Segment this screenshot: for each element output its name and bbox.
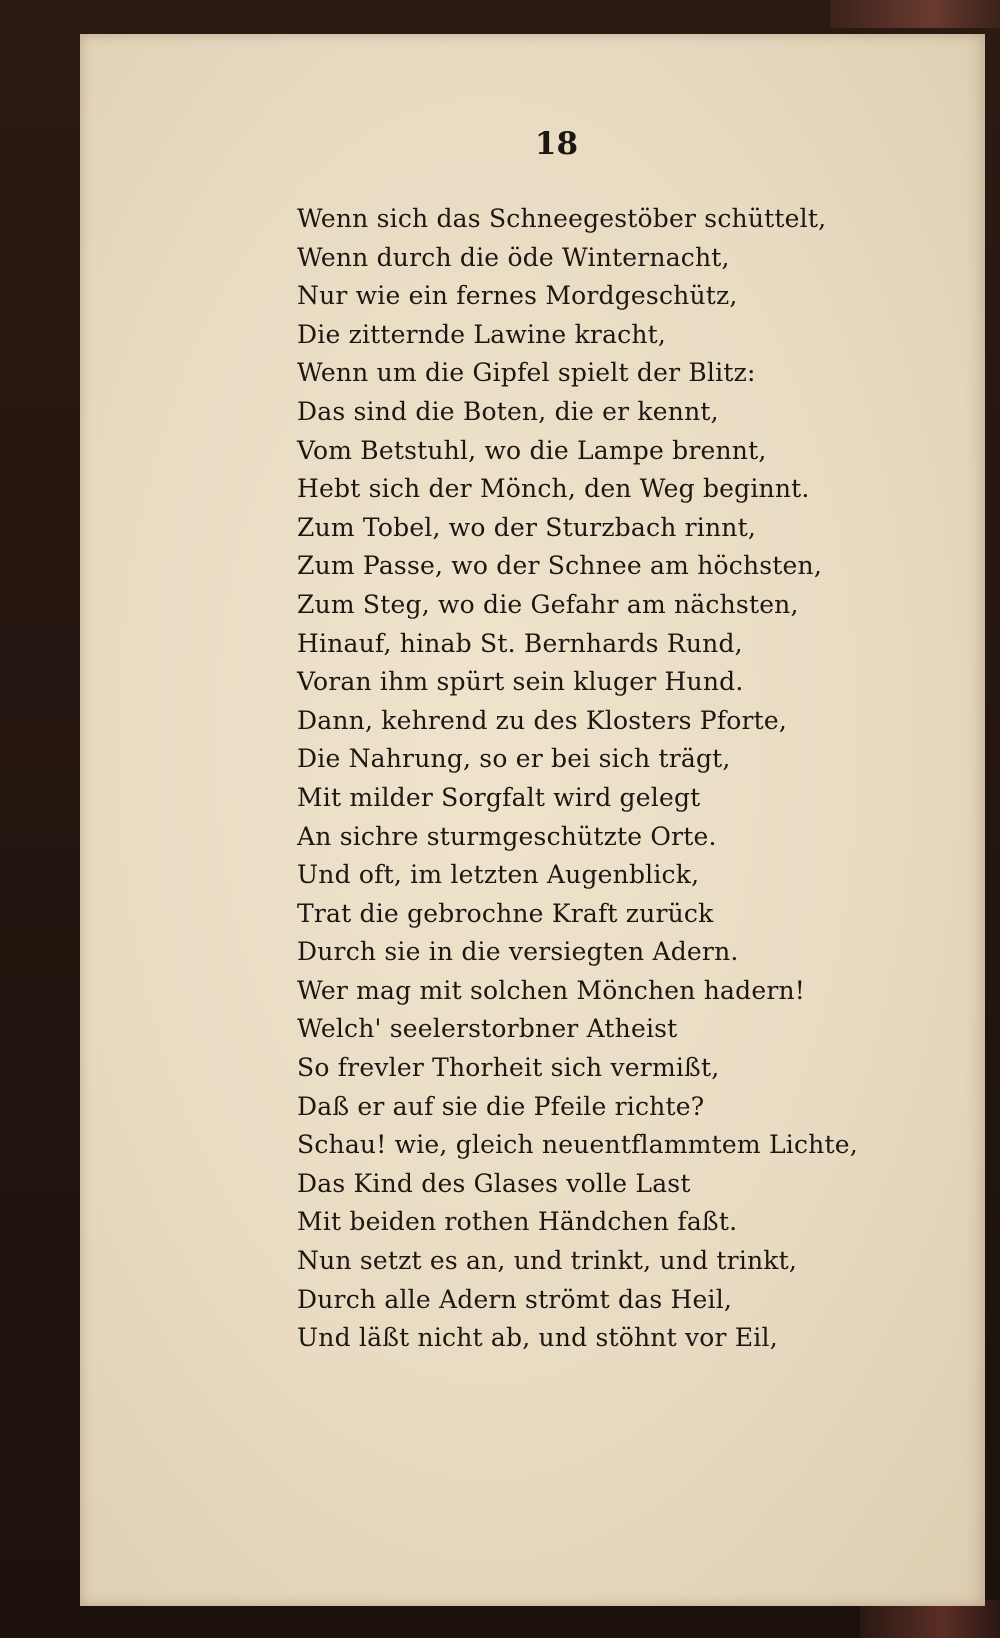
poem-line: An sichre sturmgeschützte Orte. — [297, 821, 717, 851]
book-binding-top — [830, 0, 1000, 28]
poem-line: Wenn um die Gipfel spielt der Blitz: — [297, 358, 756, 388]
poem-line: Nur wie ein fernes Mordgeschütz, — [297, 281, 738, 311]
poem-line: Wenn sich das Schneegestöber schüttelt, — [297, 204, 827, 233]
poem-text — [297, 200, 947, 1358]
poem-line: Und oft, im letzten Augenblick, — [297, 860, 700, 890]
poem-line: Das sind die Boten, die er kennt, — [297, 396, 719, 426]
poem-line: Vom Betstuhl, wo die Lampe brennt, — [297, 435, 767, 465]
poem-line: Wer mag mit solchen Mönchen hadern! — [297, 975, 806, 1005]
poem-line: Nun setzt es an, und trinkt, und trinkt, — [297, 1246, 798, 1276]
poem-line: Das Kind des Glases volle Last — [297, 1168, 691, 1198]
poem-line: Zum Steg, wo die Gefahr am nächsten, — [297, 589, 799, 619]
poem-line: Dann, kehrend zu des Klosters Pforte, — [297, 705, 788, 735]
poem-line: Voran ihm spürt sein kluger Hund. — [297, 667, 744, 697]
poem-line: Die Nahrung, so er bei sich trägt, — [297, 744, 731, 774]
poem-line: Welch' seelerstorbner Atheist — [297, 1014, 678, 1044]
poem-line: Durch sie in die versiegten Adern. — [297, 937, 739, 967]
poem-line: Trat die gebrochne Kraft zurück — [297, 898, 714, 928]
poem-line: Durch alle Adern strömt das Heil, — [297, 1284, 733, 1314]
poem-line: Zum Tobel, wo der Sturzbach rinnt, — [297, 512, 756, 542]
poem-line: Daß er auf sie die Pfeile richte? — [297, 1091, 705, 1121]
poem-line: Zum Passe, wo der Schnee am höchsten, — [297, 551, 822, 581]
poem-line: Mit beiden rothen Händchen faßt. — [297, 1207, 738, 1237]
page-number: 18 — [534, 126, 579, 162]
poem-line: So frevler Thorheit sich vermißt, — [297, 1053, 720, 1083]
poem-line: Wenn durch die öde Winternacht, — [297, 242, 730, 272]
poem-line: Und läßt nicht ab, und stöhnt vor Eil, — [297, 1323, 778, 1353]
poem-line: Schau! wie, gleich neuentflammtem Lichte, — [297, 1130, 858, 1160]
poem-line: Die zitternde Lawine kracht, — [297, 319, 667, 349]
poem-line: Mit milder Sorgfalt wird gelegt — [297, 782, 701, 812]
poem-line: Hebt sich der Mönch, den Weg beginnt. — [297, 474, 810, 504]
book-page — [80, 34, 985, 1606]
poem-line: Hinauf, hinab St. Bernhards Rund, — [297, 628, 743, 658]
